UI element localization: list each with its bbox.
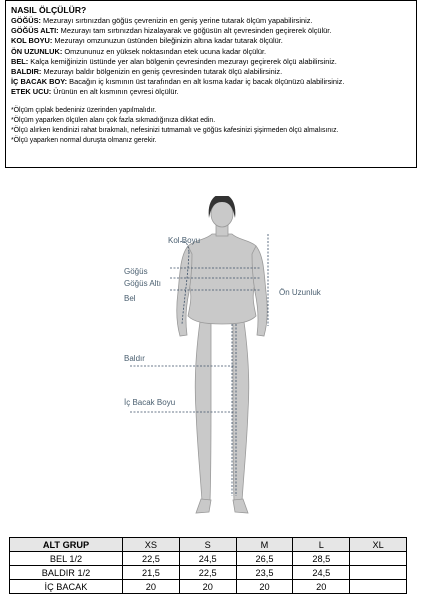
size-cell: 22,5: [123, 552, 180, 566]
header-cell-m: M: [236, 538, 293, 552]
size-cell: 23,5: [236, 566, 293, 580]
guide-row: [11, 67, 411, 77]
guide-note: *Ölçüm çıplak bedeniniz üzerinden yapılmalıdır.: [11, 106, 157, 114]
guide-row-label: BEL:: [11, 56, 29, 66]
label-bel: Bel: [124, 294, 136, 303]
label-gogus-alti: Göğüs Altı: [124, 279, 161, 288]
guide-row-label: İÇ BACAK BOY:: [11, 77, 68, 87]
size-cell: 22,5: [179, 566, 236, 580]
guide-row-label: KOL BOYU:: [11, 36, 53, 46]
header-cell-xs: XS: [123, 538, 180, 552]
measurement-guide: [5, 0, 417, 168]
label-ic-bacak-boyu: İç Bacak Boyu: [124, 398, 176, 407]
label-baldir: Baldır: [124, 354, 145, 363]
size-cell: [350, 580, 407, 594]
guide-row: [11, 77, 411, 87]
guide-row: [11, 47, 411, 57]
guide-row: [11, 87, 411, 97]
header-cell-group: ALT GRUP: [10, 538, 123, 552]
guide-row-text: Mezurayı baldır bölgenizin en geniş çevresinden tutarak ölçü alabilirsiniz.: [41, 67, 283, 77]
guide-row-label: ETEK UCU:: [11, 87, 52, 97]
label-gogus: Göğüs: [124, 267, 148, 276]
guide-row: [11, 16, 411, 26]
size-cell: 24,5: [293, 566, 350, 580]
size-table-header-row: [10, 538, 407, 552]
guide-row-text: Omzununuz en yüksek noktasından etek ucuna kadar ölçülür.: [62, 46, 267, 56]
guide-note: *Ölçü yaparken normal duruşta olmanız gerekir.: [11, 136, 157, 144]
size-row-label: BALDIR 1/2: [10, 566, 123, 580]
size-cell: 20: [293, 580, 350, 594]
size-table-row: [10, 566, 407, 580]
guide-note: *Ölçü alırken kendinizi rahat bırakmalı, nefesinizi tutmamalı ve göğüs kafesinizi şişirmeden ölçü almalısınız.: [11, 126, 339, 134]
guide-row-text: Mezurayı omzunuzun üstünden bileğinizin altına kadar tutarak ölçülür.: [52, 36, 283, 46]
guide-note: *Ölçüm yaparken ölçülen alanı çok fazla sıkmadığınıza dikkat edin.: [11, 116, 216, 124]
guide-row: [11, 36, 411, 46]
size-row-label: BEL 1/2: [10, 552, 123, 566]
size-cell: [350, 566, 407, 580]
header-cell-xl: XL: [350, 538, 407, 552]
guide-row-label: ÖN UZUNLUK:: [11, 46, 63, 56]
guide-row-text: Kalça kemiğinizin üstünde yer alan bölgenin çevresinden mezurayı geçirerek ölçü alabilirsiniz.: [28, 56, 337, 66]
body-figure: [110, 196, 321, 522]
label-kol-boyu: Kol Boyu: [168, 236, 201, 245]
size-cell: 28,5: [293, 552, 350, 566]
header-cell-l: L: [293, 538, 350, 552]
size-table-row: [10, 580, 407, 594]
guide-row: [11, 26, 411, 36]
size-cell: [350, 552, 407, 566]
size-cell: 20: [179, 580, 236, 594]
size-table-row: [10, 552, 407, 566]
guide-row-text: Ürünün en alt kısmının çevresi ölçülür.: [51, 87, 179, 97]
guide-row-text: Mezurayı sırtınızdan göğüs çevrenizin en geniş yerine tutarak ölçüm yapabilirsiniz.: [40, 16, 313, 25]
header-cell-s: S: [179, 538, 236, 552]
guide-row-label: GÖĞÜS:: [11, 16, 41, 25]
guide-row-label: BALDIR:: [11, 67, 42, 77]
size-row-label: İÇ BACAK: [10, 580, 123, 594]
size-cell: 26,5: [236, 552, 293, 566]
size-table-body: [10, 552, 407, 594]
size-cell: 21,5: [123, 566, 180, 580]
guide-row: [11, 57, 411, 67]
label-on-uzunluk: Ön Uzunluk: [279, 288, 321, 297]
size-cell: 20: [123, 580, 180, 594]
size-cell: 24,5: [179, 552, 236, 566]
guide-title: NASIL ÖLÇÜLÜR?: [11, 5, 87, 15]
guide-row-text: Mezurayı tam sırtınızdan hizalayarak ve göğüsün alt çevresinden geçirerek ölçülür.: [58, 26, 332, 36]
size-table: [9, 537, 407, 594]
guide-notes: [11, 106, 411, 146]
guide-rows: [11, 16, 411, 98]
guide-row-label: GÖĞÜS ALTI:: [11, 26, 59, 36]
size-cell: 20: [236, 580, 293, 594]
guide-row-text: Bacağın iç kısmının üst tarafından en alt kısma kadar iç bacak ölçünüzü alabilirsiniz.: [67, 77, 345, 87]
